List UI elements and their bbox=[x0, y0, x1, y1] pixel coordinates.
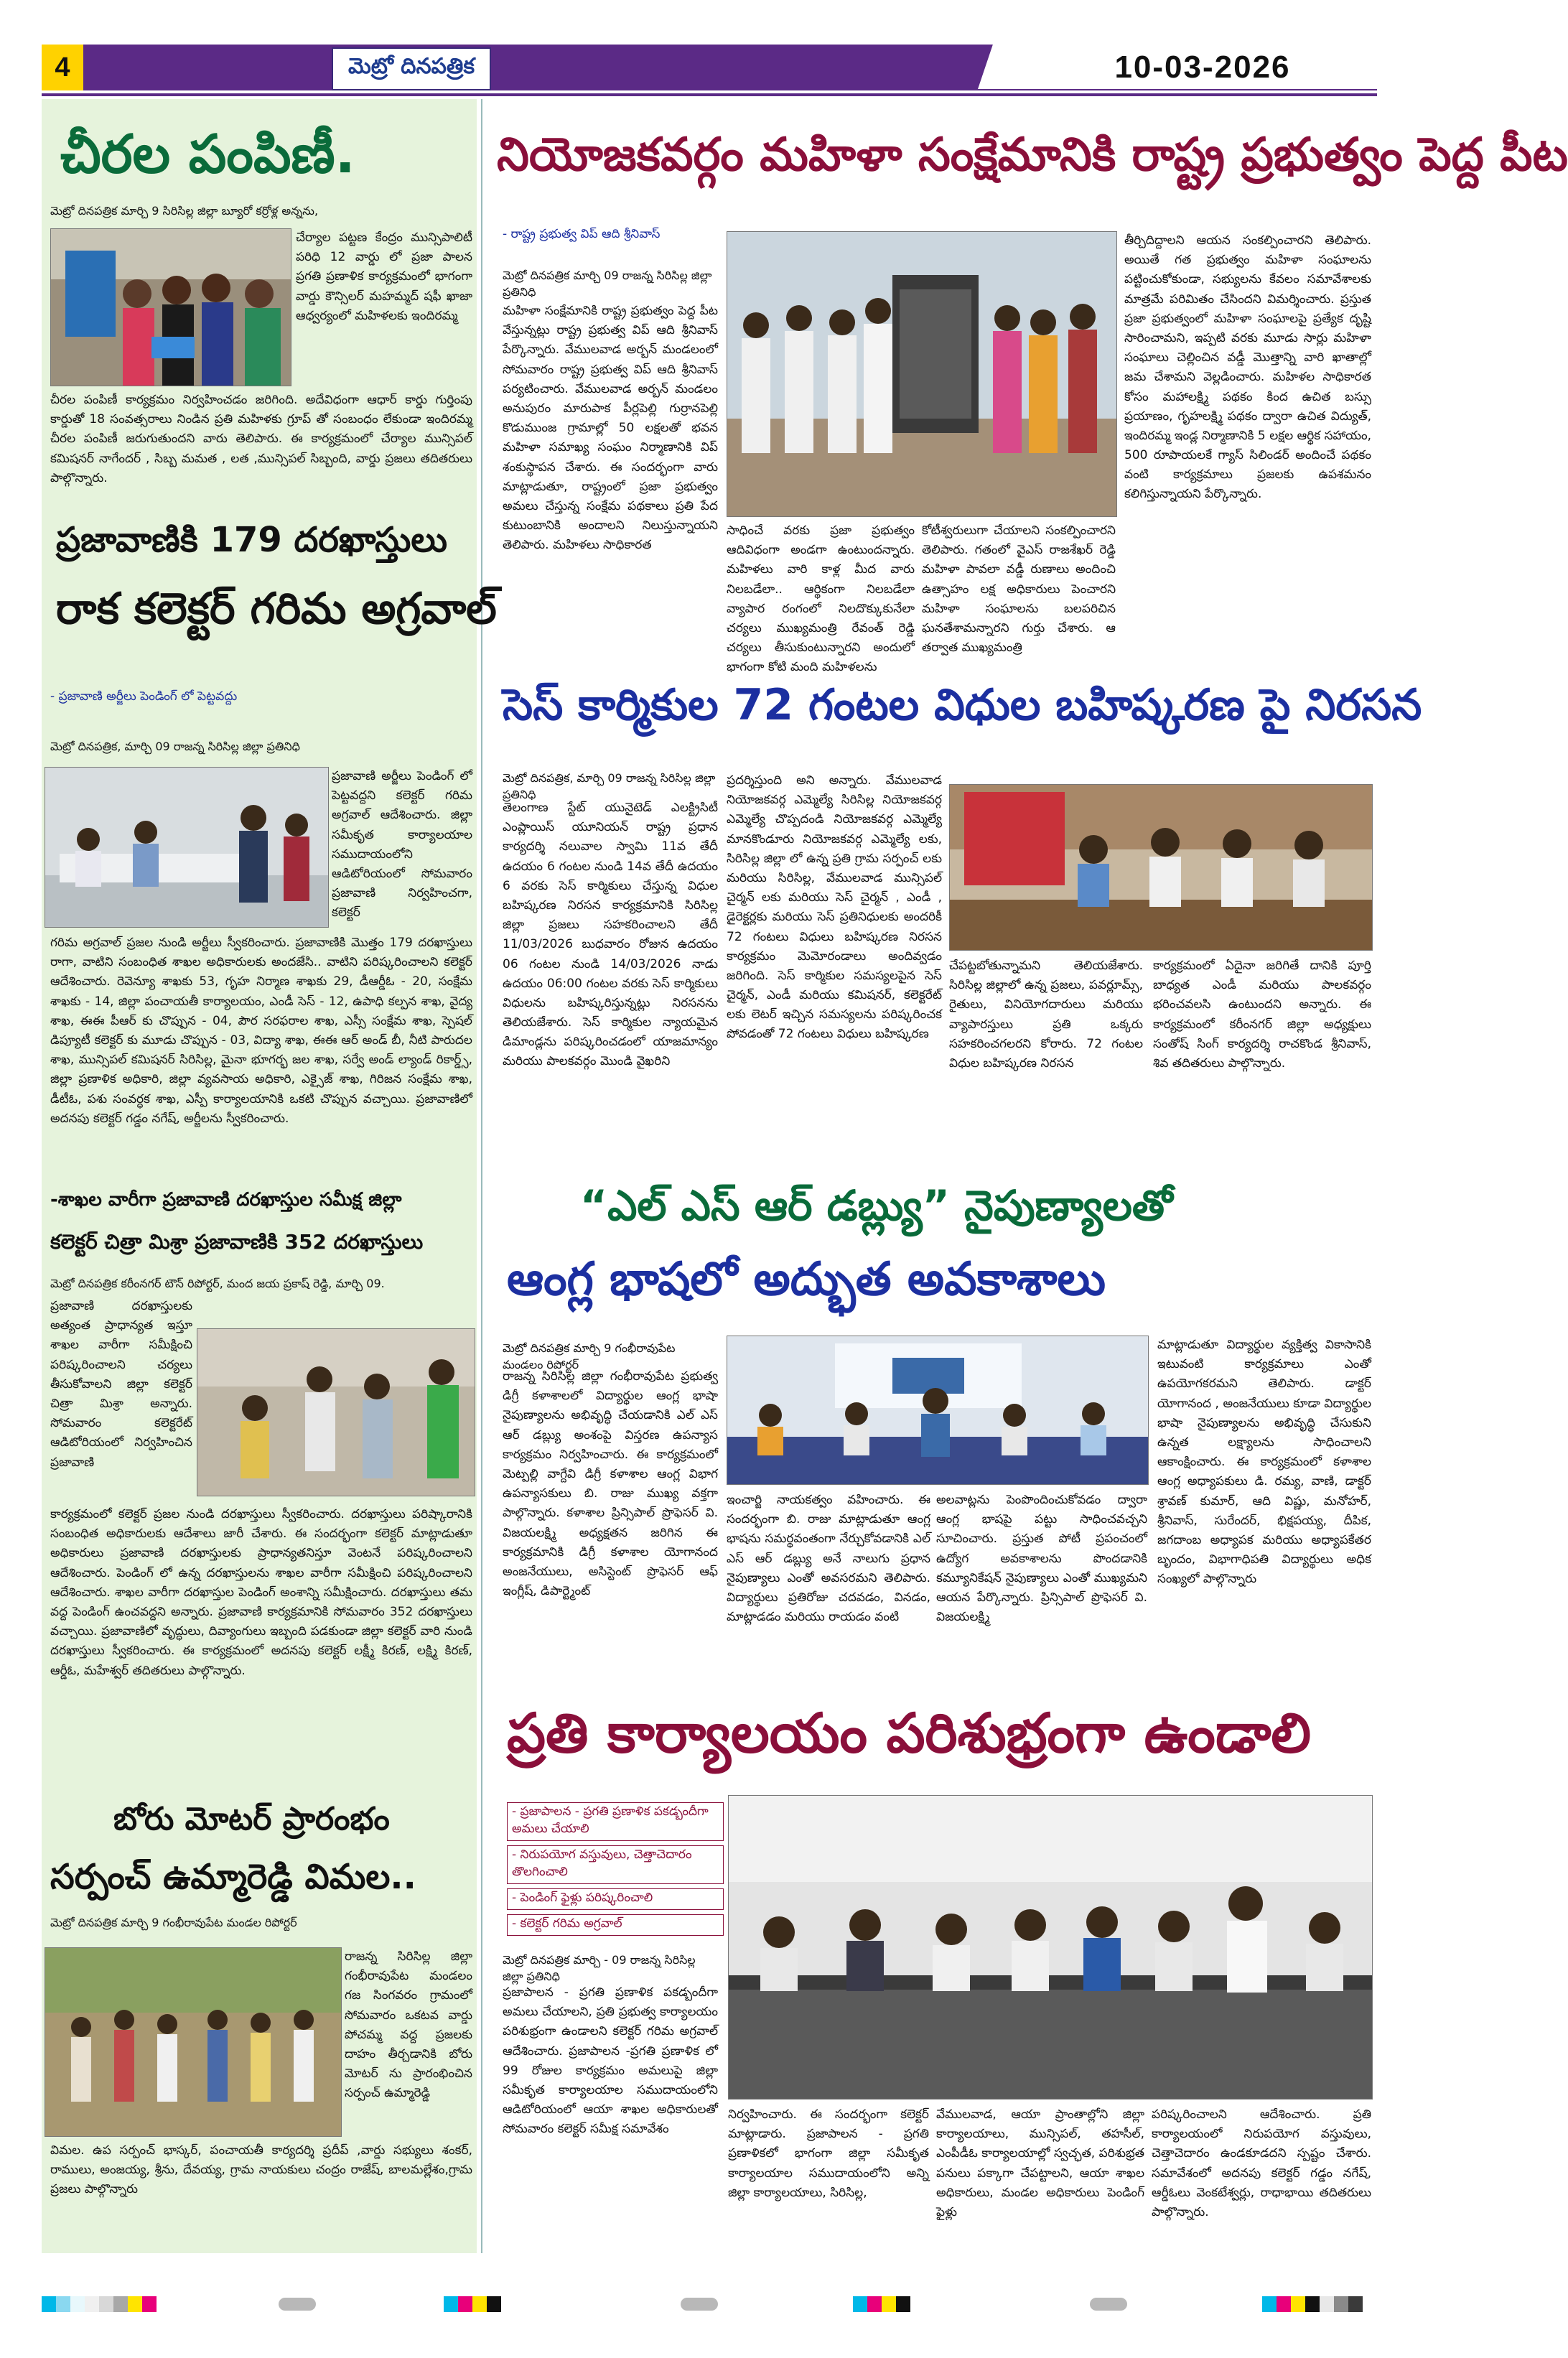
story-kicker: - పెండింగ్ ఫైళ్లు పరిష్కరించాలి bbox=[507, 1888, 724, 1910]
story-headline: ఆంగ్ల భాషలో అద్భుత అవకాశాలు bbox=[507, 1253, 1106, 1306]
story-headline: రాక కలెక్టర్ గరిమ అగ్రవాల్ bbox=[56, 584, 497, 634]
story-kicker: - నిరుపయోగ వస్తువులు, చెత్తాచెదారం తొలగించాలి bbox=[507, 1845, 724, 1884]
story-body: గరిమ అగ్రవాల్ ప్రజల నుండి అర్జీలు స్వీకరించారు. ప్రజావాణికి మొత్తం 179 దరఖాస్తులు రాగా, వాటిని సంబంధిత శాఖల అధికారులకు అందజేసి.. వాటిని పరిష్కరించాలని కలెక్టర్ ఆదేశించారు. రెవెన్యూ శాఖకు 53, గృహ నిర్మాణ శాఖకు 29, డీఆర్డీఓ - 20, సంక్షేమ శాఖకు - 14, జిల్లా పంచాయతీ కార్యాలయం, ఎండీ సెస్ - 12, ఉపాధి కల్పన శాఖ, వైద్య శాఖ, ఈఈ పీఆర్ కు చొప్పున - 04, పౌర సరఫరాల శాఖ, ఎస్సీ సంక్షేమ శాఖ, స్పెషల్ డిప్యూటీ కలెక్టర్ కు మూడు చొప్పున - 03, విద్యా శాఖ, ఈఈ ఆర్ అండ్ బీ, నీటి పారుదల శాఖ, మున్సిపల్ కమిషనర్ సిరిసిల్ల, మైనా భూగర్భ జల శాఖ, సర్వే అండ్ ల్యాండ్ రికార్డ్స్, జిల్లా ప్రణాళిక అధికారి, జిల్లా వ్యవసాయ అధికారి, ఎక్సైజ్ శాఖ, గిరిజన సంక్షేమ శాఖ, డీటీఓ, పశు సంవర్ధక శాఖ, ఎస్పీ కార్యాలయానికి ఒకటి చొప్పున వచ్చాయి. ప్రజావాణిలో అదనపు కలెక్టర్ గడ్డం నగేష్, అర్జీలను స్వీకరించారు. bbox=[50, 936, 472, 1126]
story-body: ప్రదర్శిస్తుంది అని అన్నారు. వేములవాడ నియోజకవర్గ ఎమ్మెల్యే సిరిసిల్ల నియోజకవర్గ ఎమ్మెల్యే చొప్పదండి నియోజకవర్గ ఎమ్మెల్యే మానకొండూరు నియోజకవర్గ ఎమ్మెల్యే లకు, సిరిసిల్ల జిల్లా లో ఉన్న ప్రతి గ్రామ సర్పంచ్ లకు మరియు సిరిసిల్ల, వేములవాడ మున్సిపల్ చైర్మన్ లకు మరియు సెస్ చైర్మన్ , ఎండీ , డైరెక్టర్లకు మరియు సెస్ ప్రతినిధులకు అందరికీ 72 గంటలు విధులు బహిష్కరణ నిరసన కార్యక్రమం మెమోరండాలు అందివ్వడం జరిగింది. సెస్ కార్మికుల సమస్యలపైన సెస్ చైర్మన్, ఎండీ మరియు కమిషనర్, కలెక్టరేట్ లకు లెటర్ ఇచ్చిన సమస్యలను పరిష్కరించక పోవడంతో 72 గంటలు విధులు బహిష్కరణ bbox=[727, 773, 942, 1042]
story-body: సాధించే వరకు ప్రజా ప్రభుత్వం ఆదివిధంగా అండగా ఉంటుందన్నారు. మహిళలు వారి కాళ్ల మీద వారు నిలబడేలా.. ఆర్థికంగా నిలబడేలా వ్యాపార రంగంలో నిలదొక్కుకునేలా చర్యలు ముఖ్యమంత్రి రేవంత్ రెడ్డి చర్యలు తీసుకుంటున్నారని అందులో భాగంగా కోటి మంది మహిళలను bbox=[727, 523, 915, 675]
story-body: వేములవాడ, ఆయా ప్రాంతాల్లోని జిల్లా కార్యాలయాలు, మున్సిపల్, తహసీల్, ఎంపీడీఓ కార్యాలయాల్లో స్వచ్ఛత, పరిశుభ్రత పనులు పక్కాగా చేపట్టాలని, ఆయా శాఖల అధికారులు, మండల అధికారులు పెండింగ్ ఫైళ్లు bbox=[936, 2107, 1144, 2219]
story-headline: నియోజకవర్గం మహిళా సంక్షేమానికి రాష్ట్ర ప్రభుత్వం పెద్ద పీట bbox=[497, 129, 1568, 182]
story-body: ప్రజావాణి అర్జీలు పెండింగ్ లో పెట్టవద్దని కలెక్టర్ గరిమ అగ్రవాల్ ఆదేశించారు. జిల్లా సమీకృత కార్యాలయాల సముదాయంలోని ఆడిటోరియంలో సోమవారం ప్రజావాణి నిర్వహించగా, కలెక్టర్ bbox=[332, 769, 472, 921]
story-headline: సర్పంచ్ ఉమ్మారెడ్డి విమల.. bbox=[50, 1857, 416, 1897]
story-headline: ప్రతి కార్యాలయం పరిశుభ్రంగా ఉండాలి bbox=[507, 1701, 1312, 1765]
story-body: చేపట్టబోతున్నామని తెలియజేశారు. సిరిసిల్ల జిల్లాలో ఉన్న ప్రజలు, పవర్లూమ్స్, రైతులు, వినియోగదారులు మరియు వ్యాపారస్తులు ప్రతి ఒక్కరు సహకరించగలరని కోరారు. 72 గంటల విధుల బహిష్కరణ నిరసన bbox=[949, 959, 1143, 1071]
story-kicker: - ప్రజాపాలన - ప్రగతి ప్రణాళిక పకడ్బందీగా అమలు చేయాలి bbox=[507, 1802, 724, 1841]
story-body: కార్యక్రమంలో కలెక్టర్ ప్రజల నుండి దరఖాస్తులు స్వీకరించారు. దరఖాస్తులు పరిష్కారానికి సంబంధిత అధికారులకు ఆదేశాలు జారీ చేశారు. ఈ సందర్భంగా కలెక్టర్ మాట్లాడుతూ అధికారులు ప్రజావాణి దరఖాస్తులకు ప్రాధాన్యతనిస్తూ వెంటనే పరిష్కరించాలని ఆదేశించారు. పెండింగ్ లో ఉన్న దరఖాస్తులను శాఖల వారీగా సమీక్షించి పరిష్కరించాలని ఆదేశించారు. శాఖల వారీగా దరఖాస్తుల పెండింగ్ అంశాన్ని సమీక్షించారు. దరఖాస్తులు తమ వద్ద పెండింగ్ ఉంచవద్దని అన్నారు. ప్రజావాణి కార్యక్రమానికి సోమవారం 352 దరఖాస్తులు వచ్చాయి. ప్రజావాణిలో వృద్ధులు, దివ్యాంగులు ఇబ్బంది పడకుండా జిల్లా కలెక్టర్ వారి నుండి దరఖాస్తులు స్వీకరించారు. ఈ కార్యక్రమంలో అదనపు కలెక్టర్ లక్ష్మీ కిరణ్, లక్ష్మి కిరణ్, ఆర్డీఓ, మహేశ్వర్ తదితరులు పాల్గొన్నారు. bbox=[50, 1507, 472, 1678]
story-kicker: - కలెక్టర్ గరిమ అగ్రవాల్ bbox=[507, 1914, 724, 1936]
story-body: చీరల పంపిణీ కార్యక్రమం నిర్వహించడం జరిగింది. అదేవిధంగా ఆధార్ కార్డు గుర్తింపు కార్డుతో 18 సంవత్సరాలు నిండిన ప్రతి మహిళకు గ్రూప్ తో సంబంధం లేకుండా ఇందిరమ్మ చీరల పంపిణీ జరుగుతుందని వారు తెలిపారు. ఈ కార్యక్రమంలో చేర్యాల మున్సిపల్ కమిషనర్ నాగేందర్ , సిబ్బ మమత , లత ,మున్సిపల్ సిబ్బంది, వార్డు ప్రజలు తదితరులు పాల్గొన్నారు. bbox=[50, 393, 472, 485]
story-body: అలవాట్లను పెంపొందించుకోవడం ద్వారా ఆంగ్ల భాషపై పట్టు సాధించవచ్చని సూచించారు. ప్రస్తుత పోటీ ప్రపంచంలో ఉద్యోగ అవకాశాలను పొందడానికి కమ్యూనికేషన్ నైపుణ్యాలు ఎంతో ముఖ్యమని ఆయన పేర్కొన్నారు. ప్రిన్సిపాల్ ప్రొఫెసర్ వి. విజయలక్ష్మి bbox=[936, 1493, 1147, 1625]
dateline: మెట్రో దినపత్రిక మార్చి 9 గంభీరావుపేట మండల రిపోర్టర్ bbox=[50, 1916, 297, 1929]
dateline: మెట్రో దినపత్రిక కరీంనగర్ టౌన్ రిపోర్టర్, మంద జయ ప్రకాష్ రెడ్డి, మార్చి 09. bbox=[50, 1277, 385, 1290]
story-headline: బోరు మోటర్ ప్రారంభం bbox=[113, 1801, 390, 1837]
dateline: మెట్రో దినపత్రిక, మార్చి 09 రాజన్న సిరిసిల్ల జిల్లా ప్రతినిధి bbox=[50, 740, 300, 753]
story-headline: చీరల పంపిణీ. bbox=[60, 124, 355, 185]
story-body: తెలంగాణ స్టేట్ యునైటెడ్ ఎలక్ట్రిసిటీ ఎంప్లాయిస్ యూనియన్ రాష్ట్ర ప్రధాన కార్యదర్శి నలువాల స్వామి 11వ తేదీ ఉదయం 6 గంటల నుండి 14వ తేదీ ఉదయం 6 వరకు సెస్ కార్మికులు చేస్తున్న విధుల బహిష్కరణ నిరసన కార్యక్రమానికి సిరిసిల్ల జిల్లా ప్రజలు సహకరించాలని తేదీ 11/03/2026 బుధవారం రోజున ఉదయం 06 గంటల నుండి 14/03/2026 నాడు ఉదయం 06:00 గంటల వరకు సెస్ కార్మికులు విధులను బహిష్కరిస్తున్నట్లు నిరసనను తెలియజేశారు. సెస్ కార్మికుల న్యాయమైన డిమాండ్లను పరిష్కరించడంలో యాజమాన్యం మరియు పాలకవర్గం మొండి వైఖరిని bbox=[503, 801, 718, 1069]
story-body: చేర్యాల పట్టణ కేంద్రం మున్సిపాలిటీ పరిధి 12 వార్డు లో ప్రజా పాలన ప్రగతి ప్రణాళిక కార్యక్రమంలో భాగంగా వార్డు కౌన్సిలర్ మహమ్మద్ షఫీ ఖాజా ఆధ్వర్యంలో మహిళలకు ఇందిరమ్మ bbox=[296, 230, 472, 323]
story-headline: కలెక్టర్ చిత్రా మిశ్రా ప్రజావాణికి 352 దరఖాస్తులు bbox=[50, 1230, 424, 1254]
story-body: కోటీశ్వరులుగా చేయాలని సంకల్పించారని తెలిపారు. గతంలో వైఎస్ రాజశేఖర్ రెడ్డి మహిళా పావలా వడ్డీ రుణాలు అందించి ఉత్సాహం లక్ష అధికారులు పెంచారని మహిళా సంఘాలను బలపరిచిన ఘనతేశామన్నారని గుర్తు చేశారు. ఆ తర్వాత ముఖ్యమంత్రి bbox=[922, 523, 1116, 656]
story-body: ప్రజాపాలన - ప్రగతి ప్రణాళిక పకడ్బందీగా అమలు చేయాలని, ప్రతి ప్రభుత్వ కార్యాలయం పరిశుభ్రంగా ఉండాలని కలెక్టర్ గరిమ అగ్రవాల్ ఆదేశించారు. ప్రజాపాలన -ప్రగతి ప్రణాళిక లో 99 రోజుల కార్యక్రమం అమలుపై జిల్లా సమీకృత కార్యాలయాల సముదాయంలోని ఆడిటోరియంలో ఆయా శాఖల అధికారులతో సోమవారం కలెక్టర్ సమీక్ష సమావేశం bbox=[503, 1985, 718, 2137]
collector-grievance-photo bbox=[197, 1328, 475, 1496]
story-body: ఇంచార్జి నాయకత్వం వహించారు. ఈ సందర్భంగా బి. రాజు మాట్లాడుతూ ఆంగ్ల భాషను సమర్థవంతంగా నేర్చుకోవడానికి ఎల్ ఎస్ ఆర్ డబ్ల్యు అనే నాలుగు ప్రధాన నైపుణ్యాలు ఎంతో అవసరమని తెలిపారు. విద్యార్థులు ప్రతిరోజు చదవడం, వినడం, మాట్లాడడం మరియు రాయడం వంటి bbox=[727, 1493, 930, 1625]
story-body: ప్రజావాణి దరఖాస్తులకు అత్యంత ప్రాధాన్యత ఇస్తూ శాఖల వారీగా సమీక్షించి పరిష్కరించాలని చర్యలు తీసుకోవాలని జిల్లా కలెక్టర్ చిత్రా మిశ్రా అన్నారు. సోమవారం కలెక్టరేట్ ఆడిటోరియంలో నిర్వహించిన ప్రజావాణి bbox=[50, 1299, 192, 1470]
story-body: రాజన్న సిరిసిల్ల జిల్లా గంభీరావుపేట ప్రభుత్వ డిగ్రీ కళాశాలలో విద్యార్థుల ఆంగ్ల భాషా నైపుణ్యాలను అభివృద్ధి చేయడానికి ఎల్ ఎస్ ఆర్ డబ్ల్యు అంశంపై విస్తరణ ఉపన్యాస కార్యక్రమం నిర్వహించారు. ఈ కార్యక్రమంలో మెట్పల్లి వాగ్దేవి డిగ్రీ కళాశాల ఆంగ్ల విభాగ ఉపన్యాసకులు బి. రాజు ముఖ్య వక్తగా పాల్గొన్నారు. కళాశాల ప్రిన్సిపాల్ ప్రొఫెసర్ వి. విజయలక్ష్మి అధ్యక్షతన జరిగిన ఈ కార్యక్రమానికి డిగ్రీ కళాశాల యోగానంద అంజనేయులు, అసిస్టెంట్ ప్రొఫెసర్ ఆఫ్ ఇంగ్లీష్, డిపార్ట్మెంట్ bbox=[503, 1369, 718, 1599]
dateline: మెట్రో దినపత్రిక, మార్చి 09 రాజన్న సిరిసిల్ల జిల్లా ప్రతినిధి bbox=[503, 771, 716, 801]
story-headline: సెస్ కార్మికుల 72 గంటల విధుల బహిష్కరణ పై నిరసన bbox=[503, 680, 1422, 730]
story-kicker-list bbox=[507, 1802, 724, 1936]
newspaper-logo: మెట్రో దినపత్రిక bbox=[332, 47, 491, 90]
cess-workers-meeting-photo bbox=[949, 784, 1373, 951]
dateline: మెట్రో దినపత్రిక మార్చి 09 రాజన్న సిరిసిల్ల జిల్లా ప్రతినిధి bbox=[503, 269, 712, 299]
story-body: నిర్వహించారు. ఈ సందర్భంగా కలెక్టర్ మాట్లాడారు. ప్రజాపాలన - ప్రగతి ప్రణాళికలో భాగంగా జిల్లా సమీకృత కార్యాలయాల సముదాయంలోని అన్ని జిల్లా కార్యాలయాలు, సిరిసిల్ల, bbox=[728, 2107, 929, 2200]
english-workshop-photo bbox=[727, 1336, 1149, 1485]
story-body: కార్యక్రమంలో ఏదైనా జరిగితే దానికి పూర్తి బాధ్యత ఎండీ మరియు పాలకవర్గం భరించవలసి ఉంటుందని అన్నారు. ఈ కార్యక్రమంలో కరీంనగర్ జిల్లా అధ్యక్షులు సంతోష్ సింగ్ కార్యదర్శి రాచకొండ శ్రీనివాస్, శివ తదితరులు పాల్గొన్నారు. bbox=[1153, 959, 1371, 1071]
collector-review-meeting-photo bbox=[728, 1795, 1373, 2100]
story-kicker: - రాష్ట్ర ప్రభుత్వ విప్ ఆది శ్రీనివాస్ bbox=[503, 227, 661, 241]
story-body: తీర్చిదిద్దాలని ఆయన సంకల్పించారని తెలిపారు. అయితే గత ప్రభుత్వం మహిళా సంఘాలను పట్టించుకోకుండా, సభ్యులను కేవలం సమావేశాలకు మాత్రమే పరిమితం చేసిందని విమర్శించారు. ప్రస్తుత ప్రజా ప్రభుత్వంలో మహిళా సంఘాలపై ప్రత్యేక దృష్టి సారించామని, ఇప్పటి వరకు మూడు సార్లు మహిళా సంఘాలు చెల్లించిన వడ్డీ మొత్తాన్ని వారి ఖాతాల్లో జమ చేశామని వెల్లడించారు. మహిళల సాధికారత కోసం మహాలక్ష్మి పథకం కింద ఉచిత బస్సు ప్రయాణం, గృహలక్ష్మి పథకం ద్వారా ఉచిత విద్యుత్, ఇందిరమ్మ ఇండ్ల నిర్మాణానికి 5 లక్షల ఆర్థిక సహాయం, 500 రూపాయలకే గ్యాస్ సిలిండర్ అందించే పథకం వంటి కార్యక్రమాలు ప్రజలకు ఉపశమనం కలిగిస్తున్నాయని పేర్కొన్నారు. bbox=[1124, 233, 1371, 502]
sari-distribution-photo bbox=[50, 228, 291, 386]
foundation-stone-photo bbox=[727, 231, 1117, 517]
dateline: మెట్రో దినపత్రిక మార్చి 9 గంభీరావుపేట మండలం రిపోర్టర్ bbox=[503, 1341, 676, 1371]
dateline: మెట్రో దినపత్రిక మార్చి - 09 రాజన్న సిరిసిల్ల జిల్లా ప్రతినిధి bbox=[503, 1953, 696, 1983]
story-body: మహిళా సంక్షేమానికి రాష్ట్ర ప్రభుత్వం పెద్ద పీట వేస్తున్నట్లు రాష్ట్ర ప్రభుత్వ విప్ ఆది శ్రీనివాస్ పేర్కొన్నారు. వేములవాడ అర్బన్ మండలంలో సోమవారం రాష్ట్ర ప్రభుత్వ విప్ ఆది శ్రీనివాస్ పర్యటించారు. వేములవాడ అర్బన్ మండలం అనుపురం మారుపాక పీర్లపెల్లి గుర్రానపెల్లి కొడుముంజ గ్రామాల్లో 50 లక్షలతో భవన మహిళా సమాఖ్య సంఘం నిర్మాణానికి విప్ శంకుస్థాపన చేశారు. ఈ సందర్భంగా వారు మాట్లాడుతూ, రాష్ట్రంలో ప్రజా ప్రభుత్వం అమలు చేస్తున్న సంక్షేమ పథకాలు ప్రతి పేద కుటుంబానికి అందాలని నిలుస్తున్నాయని తెలిపారు. మహిళలు సాధికారత bbox=[503, 304, 718, 553]
story-headline: “ఎల్ ఎస్ ఆర్ డబ్ల్యు” నైపుణ్యాలతో bbox=[580, 1181, 1173, 1230]
story-headline: -శాఖల వారీగా ప్రజావాణి దరఖాస్తుల సమీక్ష జిల్లా bbox=[50, 1189, 402, 1211]
prajavani-review-photo bbox=[45, 767, 329, 928]
story-kicker: - ప్రజావాణి అర్జీలు పెండింగ్ లో పెట్టవద్దు bbox=[50, 689, 238, 704]
story-body: పరిష్కరించాలని ఆదేశించారు. ప్రతి కార్యాలయంలో నిరుపయోగ వస్తువులు, చెత్తాచెదారం ఉండకూడదని స్పష్టం చేశారు. సమావేశంలో అదనపు కలెక్టర్ గడ్డం నగేష్, ఆర్డీఓలు వెంకటేశ్వర్లు, రాధాభాయి తదితరులు పాల్గొన్నారు. bbox=[1152, 2107, 1371, 2219]
issue-date: 10-03-2026 bbox=[1114, 50, 1291, 85]
story-body: విమల. ఉప సర్పంచ్ భాస్కర్, పంచాయతీ కార్యదర్శి ప్రదీప్ ,వార్డు సభ్యులు శంకర్, రాములు, అంజయ్య, శ్రీను, దేవయ్య, గ్రామ నాయకులు చంద్రం రాజేష్, బాలమల్లేశం,గ్రామ ప్రజలు పాల్గొన్నారు bbox=[50, 2143, 472, 2197]
bore-motor-photo bbox=[45, 1947, 342, 2137]
page-number: 4 bbox=[42, 45, 83, 90]
story-body: మాట్లాడుతూ విద్యార్థుల వ్యక్తిత్వ వికాసానికి ఇటువంటి కార్యక్రమాలు ఎంతో ఉపయోగకరమని తెలిపారు. డాక్టర్ యోగానంద , అంజనేయులు కూడా విద్యార్థుల భాషా నైపుణ్యాలను అభివృద్ధి చేసుకుని ఉన్నత లక్ష్యాలను సాధించాలని ఆకాంక్షించారు. ఈ కార్యక్రమంలో కళాశాల ఆంగ్ల అధ్యాపకులు డి. రమ్య, వాణి, డాక్టర్ శ్రావణ్ కుమార్, ఆది విష్ణు, మనోహర్, శ్రీనివాస్, సురేందర్, భిక్షపయ్య, దీపిక, జగదాంబ అధ్యాపక మరియు అధ్యాపకేతర బృందం, విభాగాధిపతి విద్యార్థులు అధిక సంఖ్యలో పాల్గొన్నారు bbox=[1157, 1338, 1371, 1587]
dateline: మెట్రో దినపత్రిక మార్చి 9 సిరిసిల్ల జిల్లా బ్యూరో కర్రోళ్ల అన్నను, bbox=[50, 204, 319, 218]
color-registration-bar bbox=[42, 2296, 1377, 2312]
header-rule bbox=[42, 93, 1377, 96]
column-divider bbox=[481, 99, 482, 2253]
story-body: రాజన్న సిరిసిల్ల జిల్లా గంభీరావుపేట మండలం గజ సింగవరం గ్రామంలో సోమవారం ఒకటవ వార్డు పోచమ్మ వద్ద ప్రజలకు దాహం తీర్చడానికి బోరు మోటర్ ను ప్రారంభించిన సర్పంచ్ ఉమ్మారెడ్డి bbox=[345, 1949, 472, 2101]
story-headline: ప్రజావాణికి 179 దరఖాస్తులు bbox=[56, 520, 447, 560]
